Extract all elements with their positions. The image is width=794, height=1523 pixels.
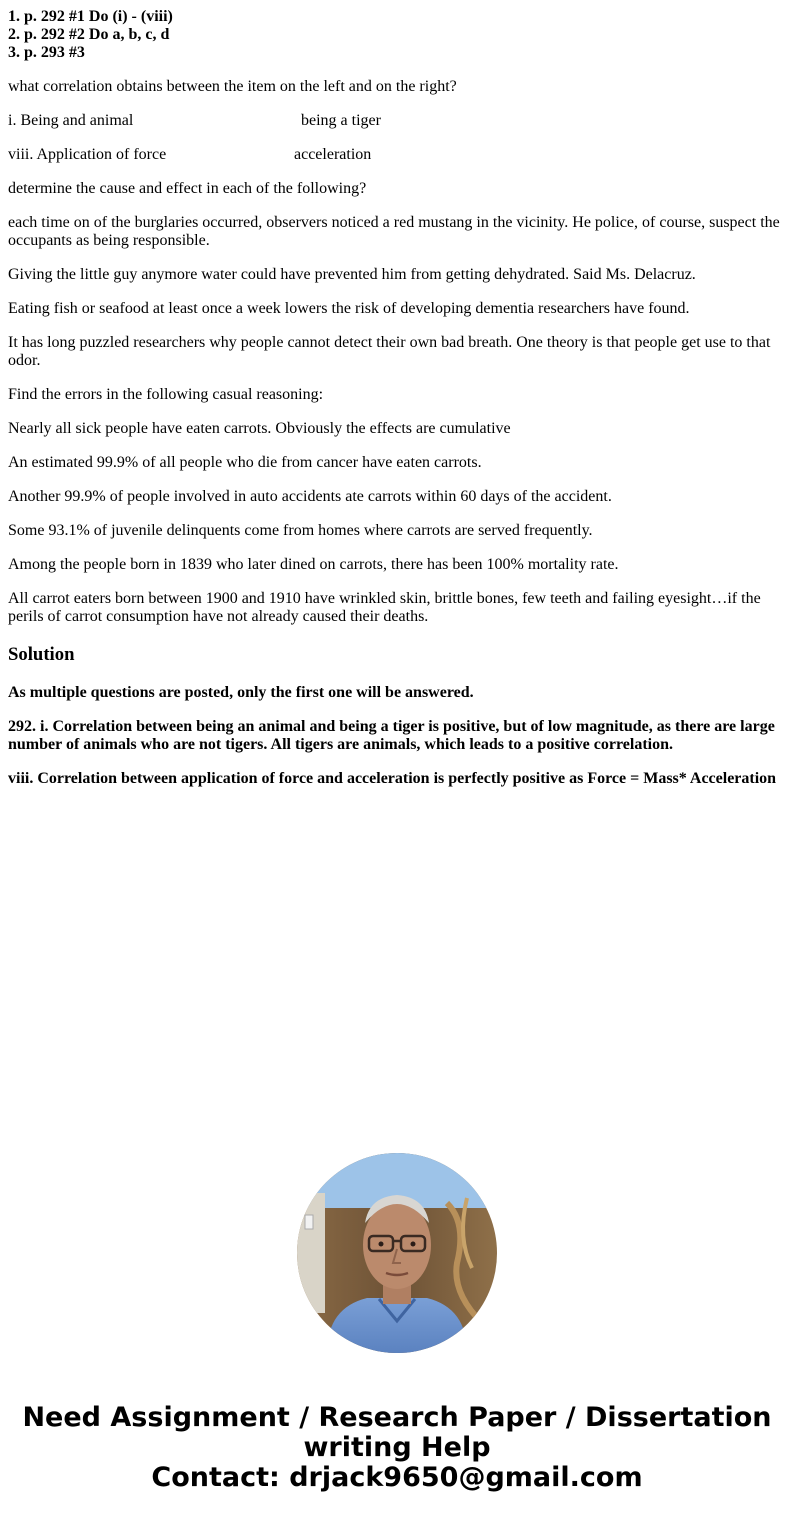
question-correlation: what correlation obtains between the item on the left and on the right? [8,78,457,95]
assignment-item: 2. p. 292 #2 Do a, b, c, d [8,26,170,43]
correlation-pair [8,146,786,164]
cause-effect-item: Giving the little guy anymore water could have prevented him from getting dehydrated. Said Ms. Delacruz. [8,266,696,283]
error-item: An estimated 99.9% of all people who die from cancer have eaten carrots. [8,454,482,471]
solution-note: As multiple questions are posted, only the first one will be answered. [8,684,474,701]
cause-effect-item: Eating fish or seafood at least once a week lowers the risk of developing dementia researchers have found. [8,300,690,317]
assignment-list [8,8,786,62]
error-item: Some 93.1% of juvenile delinquents come from homes where carrots are served frequently. [8,522,593,539]
solution-answer: viii. Correlation between application of force and acceleration is perfectly positive as Force = Mass* Acceleration [8,770,777,787]
footer-banner [0,1403,794,1493]
author-photo-illustration [297,1153,497,1353]
solution-heading: Solution [8,644,75,665]
cause-effect-item: It has long puzzled researchers why people cannot detect their own bad breath. One theory is that people get use to that odor. [8,334,771,369]
footer-help-text: Need Assignment / Research Paper / Dissertation writing Help [22,1402,772,1463]
pair-right: acceleration [294,146,372,163]
error-item: Among the people born in 1839 who later dined on carrots, there has been 100% mortality rate. [8,556,619,573]
cause-effect-item: each time on of the burglaries occurred, observers noticed a red mustang in the vicinity. He police, of course, suspect the occupants as being responsible. [8,214,780,249]
solution-answer: 292. i. Correlation between being an animal and being a tiger is positive, but of low magnitude, as there are large number of animals who are not tigers. All tigers are animals, which leads to a positive correlation. [8,718,775,753]
pair-left: i. Being and animal [8,112,134,129]
assignment-item: 3. p. 293 #3 [8,44,85,61]
error-item: Nearly all sick people have eaten carrots. Obviously the effects are cumulative [8,420,511,437]
error-item: Another 99.9% of people involved in auto accidents ate carrots within 60 days of the accident. [8,488,612,505]
footer-contact: Contact: drjack9650@gmail.com [151,1462,643,1493]
error-item: All carrot eaters born between 1900 and 1910 have wrinkled skin, brittle bones, few teeth and failing eyesight…if the perils of carrot consumption have not already caused their deaths. [8,590,761,625]
question-errors: Find the errors in the following casual reasoning: [8,386,324,403]
question-cause-effect: determine the cause and effect in each of the following? [8,180,367,197]
document-body [8,8,786,804]
pair-right: being a tiger [301,112,381,129]
assignment-item: 1. p. 292 #1 Do (i) - (viii) [8,8,173,25]
correlation-pair [8,112,786,130]
pair-left: viii. Application of force [8,146,167,163]
author-avatar [297,1153,497,1353]
